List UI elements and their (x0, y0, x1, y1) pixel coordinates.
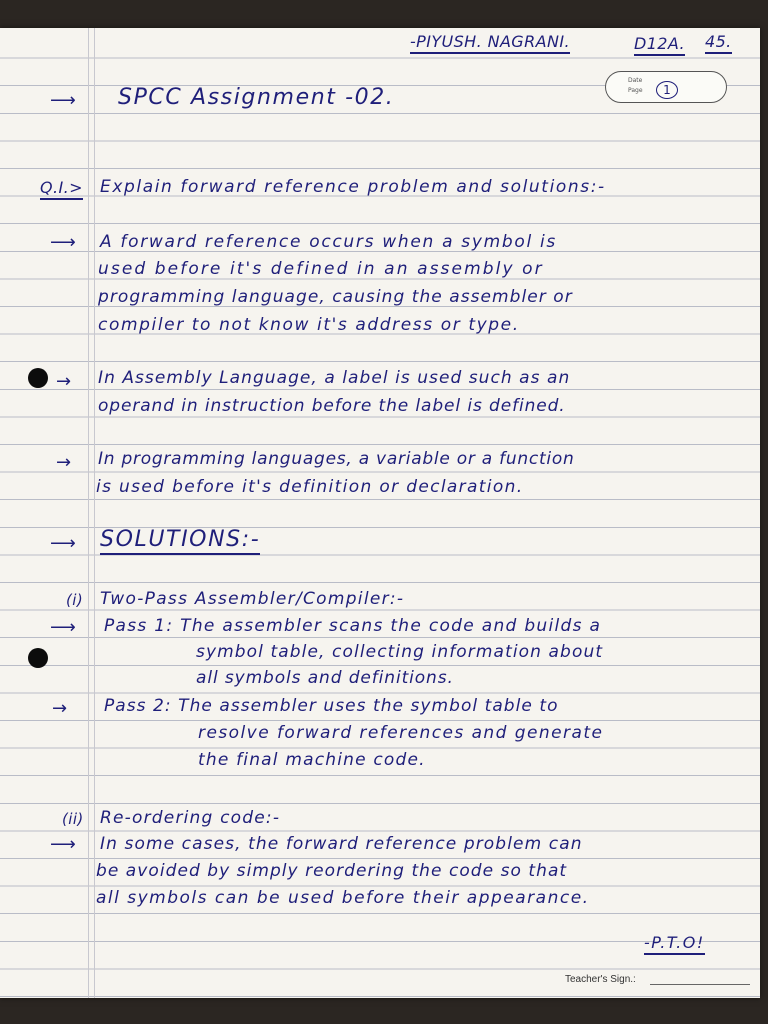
reorder-line: In some cases, the forward reference problem can (100, 834, 583, 854)
arrow-icon: → (56, 452, 72, 473)
arrow-icon: → (52, 698, 68, 719)
arrow-icon: ⟶ (50, 232, 76, 253)
pass2-line: Pass 2: The assembler uses the symbol table to (104, 696, 559, 716)
margin-line (88, 28, 89, 998)
reorder-line: all symbols can be used before their appearance. (96, 888, 590, 908)
page-number: 1 (656, 81, 678, 99)
please-turn-over: -P.T.O! (644, 933, 705, 955)
question-number: Q.I.> (40, 178, 83, 200)
solution-title: Two-Pass Assembler/Compiler:- (100, 589, 405, 609)
assembly-point-line: operand in instruction before the label is defined. (98, 396, 566, 416)
reorder-line: be avoided by simply reordering the code so that (96, 861, 568, 881)
roll-number: 45. (705, 32, 732, 54)
margin-line (94, 28, 95, 998)
author-name: -PIYUSH. NAGRANI. (410, 32, 570, 54)
question-text: Explain forward reference problem and solutions:- (100, 177, 606, 197)
date-page-box (605, 71, 727, 103)
arrow-icon: ⟶ (50, 617, 76, 638)
page-label: Page (628, 87, 643, 94)
programming-point-line: In programming languages, a variable or a function (98, 449, 575, 469)
assignment-title: SPCC Assignment -02. (118, 85, 395, 110)
pass1-line: Pass 1: The assembler scans the code and builds a (104, 616, 602, 636)
teacher-sign-line (650, 984, 750, 985)
pass1-line: all symbols and definitions. (196, 668, 454, 688)
definition-line: used before it's defined in an assembly or (98, 259, 544, 279)
programming-point-line: is used before it's definition or declaration. (96, 477, 524, 497)
solution-number: (ii) (62, 810, 84, 828)
arrow-icon: ⟶ (50, 834, 76, 855)
assembly-point-line: In Assembly Language, a label is used such as an (98, 368, 571, 388)
definition-line: programming language, causing the assembler or (98, 287, 573, 307)
solution-title: Re-ordering code:- (100, 808, 281, 828)
arrow-icon: ⟶ (50, 533, 76, 554)
pass2-line: the final machine code. (198, 750, 426, 770)
punch-hole (28, 368, 48, 388)
date-label: Date (628, 77, 643, 84)
arrow-icon: ⟶ (50, 90, 76, 111)
solution-number: (i) (66, 591, 84, 609)
definition-line: A forward reference occurs when a symbol is (100, 232, 557, 252)
arrow-icon: → (56, 371, 72, 392)
punch-hole (28, 648, 48, 668)
class-code: D12A. (634, 34, 685, 56)
solutions-heading: SOLUTIONS:- (100, 527, 260, 555)
teacher-sign-label: Teacher's Sign.: (565, 974, 636, 985)
notebook-page (0, 28, 760, 998)
pass2-line: resolve forward references and generate (198, 723, 604, 743)
definition-line: compiler to not know it's address or type. (98, 315, 520, 335)
pass1-line: symbol table, collecting information about (196, 642, 604, 662)
